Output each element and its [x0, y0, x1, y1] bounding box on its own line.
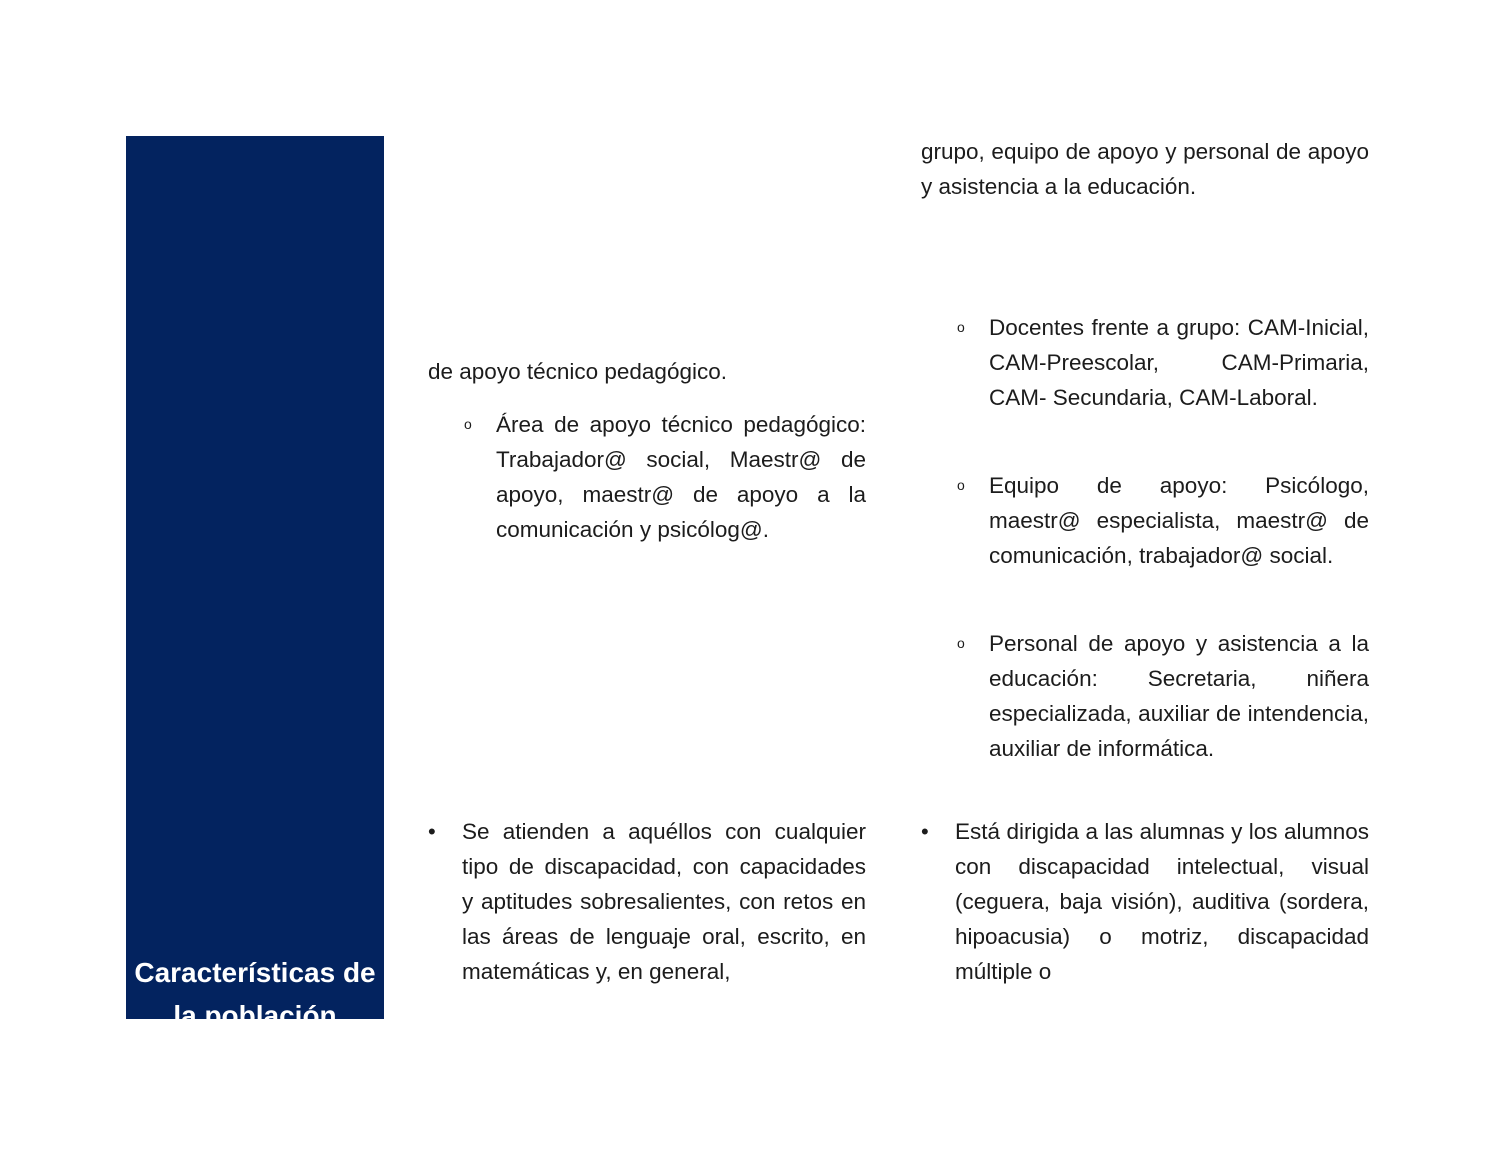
right-bullet-item: [921, 814, 1369, 1024]
right-sub-item-text: Personal de apoyo y asistencia a la educación: Secretaria, niñera especializada, auxiliar de intendencia, auxiliar de informática.: [989, 631, 1369, 761]
right-sub-item-text: Docentes frente a grupo: CAM-Inicial, CAM-Preescolar, CAM-Primaria, CAM- Secundaria, CAM-Laboral.: [989, 315, 1369, 410]
circle-bullet-icon: o: [957, 319, 965, 335]
circle-bullet-icon: o: [957, 635, 965, 651]
circle-bullet-icon: o: [464, 416, 472, 432]
left-sub-item-text: Área de apoyo técnico pedagógico: Trabajador@ social, Maestr@ de apoyo, maestr@ de apoyo a la comunicación y psicólog@.: [496, 412, 866, 542]
circle-bullet-icon: o: [957, 477, 965, 493]
left-bullet-item: [428, 814, 866, 1024]
right-sub-item-2: [957, 468, 1369, 573]
left-continuation-text: de apoyo técnico pedagógico.: [428, 359, 727, 384]
right-sub-item-1: [957, 310, 1369, 415]
right-bullet-text: Está dirigida a las alumnas y los alumnos con discapacidad intelectual, visual (ceguera, baja visión), auditiva (sordera, hipoacusia) o motriz, discapacidad múltiple o: [955, 819, 1369, 984]
right-sub-item-3: [957, 626, 1369, 766]
right-continuation-text: grupo, equipo de apoyo y personal de apoyo y asistencia a la educación.: [921, 139, 1369, 199]
bullet-icon: •: [921, 819, 929, 844]
right-sub-item-text: Equipo de apoyo: Psicólogo, maestr@ especialista, maestr@ de comunicación, trabajador@ social.: [989, 473, 1369, 568]
section-sidebar: [126, 136, 384, 1074]
bullet-icon: •: [428, 819, 436, 844]
left-sub-item: [464, 407, 866, 547]
section-heading: Características de la población atendida: [134, 957, 376, 1074]
left-bullet-text: Se atienden a aquéllos con cualquier tipo de discapacidad, con capacidades y aptitudes sobresalientes, con retos en las áreas de lenguaje oral, escrito, en matemáticas y, en general,: [462, 819, 866, 984]
